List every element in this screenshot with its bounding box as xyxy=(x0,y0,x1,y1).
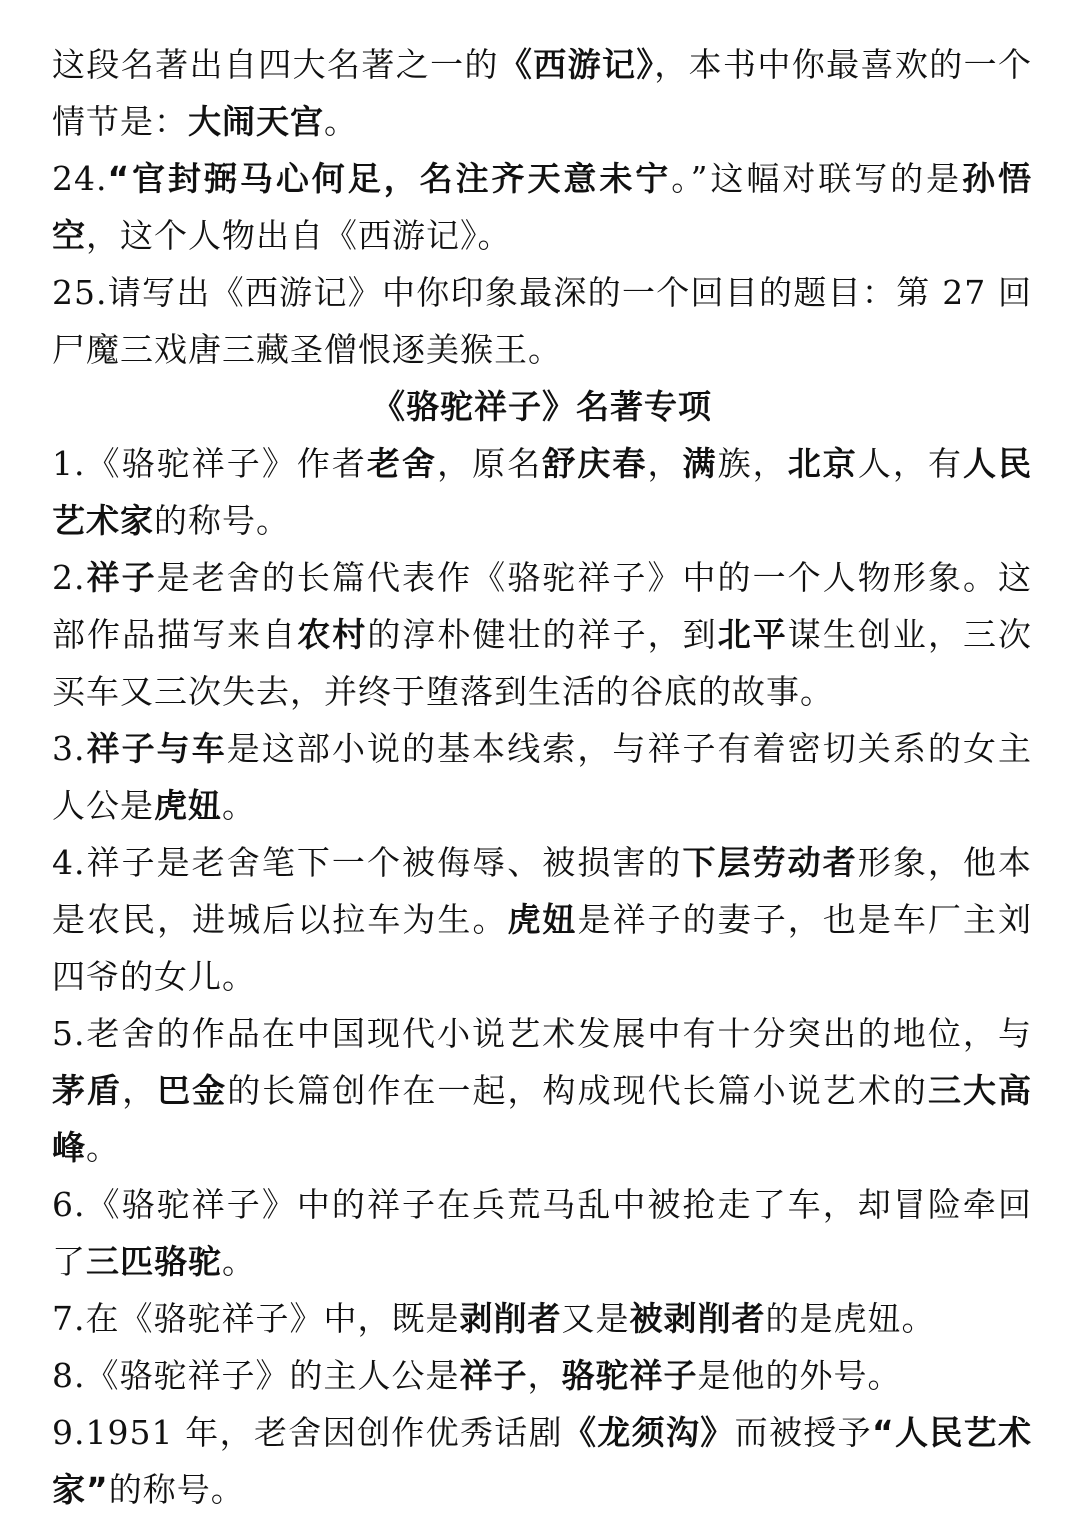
bold-answer-text: 舒庆春 xyxy=(542,444,648,483)
question-item-2 xyxy=(52,549,1032,720)
bold-answer-text: 下层劳动者 xyxy=(682,843,858,882)
question-item-6 xyxy=(52,1176,1032,1290)
text-segment: 25.请写出《西游记》中你印象最深的一个回目的题目：第 27 回尸魔三戏唐三藏圣僧恨逐美猴王。 xyxy=(52,273,1032,369)
text-segment: 形象，他本是农民，进城后以拉车为生。 xyxy=(52,843,1033,939)
text-segment: 24. xyxy=(52,159,108,198)
bold-answer-text: 三匹骆驼 xyxy=(86,1242,222,1281)
question-item-8 xyxy=(52,1347,1032,1404)
bold-answer-text: 骆驼祥子 xyxy=(561,1356,698,1395)
text-segment: 谋生创业，三次买车又三次失去，并终于堕落到生活的谷底的故事。 xyxy=(52,615,1033,711)
question-item-5 xyxy=(52,1005,1032,1176)
bold-answer-text: 茅盾 xyxy=(52,1071,123,1110)
question-item-9 xyxy=(52,1404,1032,1518)
text-segment: ， xyxy=(527,1356,562,1395)
text-segment: 。 xyxy=(222,786,256,825)
text-segment: 8.《骆驼祥子》的主人公是 xyxy=(52,1356,460,1395)
bold-answer-text: 《西游记》 xyxy=(498,45,655,84)
bold-answer-text: 老舍 xyxy=(367,444,438,483)
text-segment: 的称号。 xyxy=(154,501,290,540)
intro-paragraph-2 xyxy=(52,150,1032,264)
intro-paragraphs xyxy=(52,36,1032,378)
text-segment: ，原名 xyxy=(437,444,543,483)
text-segment: 2. xyxy=(52,558,86,597)
bold-answer-text: 虎妞 xyxy=(507,900,578,939)
text-segment: 4.祥子是老舍笔下一个被侮辱、被损害的 xyxy=(52,843,683,882)
text-segment: 是这部小说的基本线索，与祥子有着密切关系的女主人公是 xyxy=(52,729,1033,825)
bold-answer-text: 人民艺术家 xyxy=(52,444,1033,540)
bold-answer-text: 北京 xyxy=(787,444,858,483)
document-page xyxy=(52,36,1032,1518)
bold-answer-text: 祥子 xyxy=(85,558,157,597)
text-segment: 族， xyxy=(717,444,788,483)
text-segment: ， xyxy=(647,444,683,483)
question-item-4 xyxy=(52,834,1032,1005)
text-segment: 6.《骆驼祥子》中的祥子在兵荒马乱中被抢走了车，却冒险牵回了 xyxy=(52,1185,1032,1281)
text-segment: 是老舍的长篇代表作《骆驼祥子》中的一个人物形象。这部作品描写来自 xyxy=(52,558,1033,654)
section-title: 《骆驼祥子》名著专项 xyxy=(372,387,712,426)
text-segment: 5.老舍的作品在中国现代小说艺术发展中有十分突出的地位，与 xyxy=(52,1014,1032,1053)
text-segment: 这段名著出自四大名著之一的 xyxy=(52,45,499,84)
bold-answer-text: “人民艺术家” xyxy=(52,1413,1033,1509)
text-segment: 的是虎妞。 xyxy=(765,1299,936,1338)
bold-answer-text: 孙悟空 xyxy=(52,159,1033,255)
bold-answer-text: 祥子与车 xyxy=(85,729,227,768)
text-segment: ， xyxy=(122,1071,158,1110)
text-segment: 。”这幅对联写的是 xyxy=(671,159,963,198)
text-segment: 。 xyxy=(86,1128,120,1167)
text-segment: 。 xyxy=(324,102,358,141)
bold-answer-text: 农村 xyxy=(297,615,368,654)
intro-paragraph-1 xyxy=(52,36,1032,150)
text-segment: 又是 xyxy=(561,1299,630,1338)
text-segment: 。 xyxy=(222,1242,256,1281)
bold-answer-text: 大闹天宫 xyxy=(188,102,324,141)
bold-answer-text: 三大高峰 xyxy=(52,1071,1033,1167)
question-item-7 xyxy=(52,1290,1032,1347)
text-segment: 人，有 xyxy=(857,444,964,483)
bold-answer-text: 《龙须沟》 xyxy=(562,1413,735,1452)
bold-answer-text: 剥削者 xyxy=(459,1299,562,1338)
text-segment: 的长篇创作在一起，构成现代长篇小说艺术的 xyxy=(227,1071,928,1110)
bold-answer-text: 祥子 xyxy=(459,1356,528,1395)
bold-answer-text: 北平 xyxy=(717,615,788,654)
bold-answer-text: 满 xyxy=(682,444,718,483)
question-item-1 xyxy=(52,435,1032,549)
text-segment: ，这个人物出自《西游记》。 xyxy=(86,216,512,255)
intro-paragraph-3 xyxy=(52,264,1032,378)
text-segment: 的淳朴健壮的祥子，到 xyxy=(367,615,718,654)
bold-answer-text: 虎妞 xyxy=(154,786,222,825)
text-segment: 7.在《骆驼祥子》中，既是 xyxy=(52,1299,460,1338)
text-segment: 的称号。 xyxy=(108,1470,245,1509)
text-segment: 3. xyxy=(52,729,86,768)
question-list xyxy=(52,435,1032,1518)
bold-answer-text: 被剥削者 xyxy=(629,1299,766,1338)
text-segment: 是他的外号。 xyxy=(697,1356,902,1395)
text-segment: 1.《骆驼祥子》作者 xyxy=(52,444,367,483)
text-segment: 9.1951 年，老舍因创作优秀话剧 xyxy=(52,1413,563,1452)
text-segment: 而被授予 xyxy=(734,1413,872,1452)
bold-answer-text: 巴金 xyxy=(157,1071,228,1110)
bold-answer-text: “官封弼马心何足，名注齐天意未宁 xyxy=(107,159,672,198)
question-item-3 xyxy=(52,720,1032,834)
text-segment: 是祥子的妻子，也是车厂主刘四爷的女儿。 xyxy=(52,900,1033,996)
text-segment: ，本书中你最喜欢的一个情节是： xyxy=(52,45,1032,141)
